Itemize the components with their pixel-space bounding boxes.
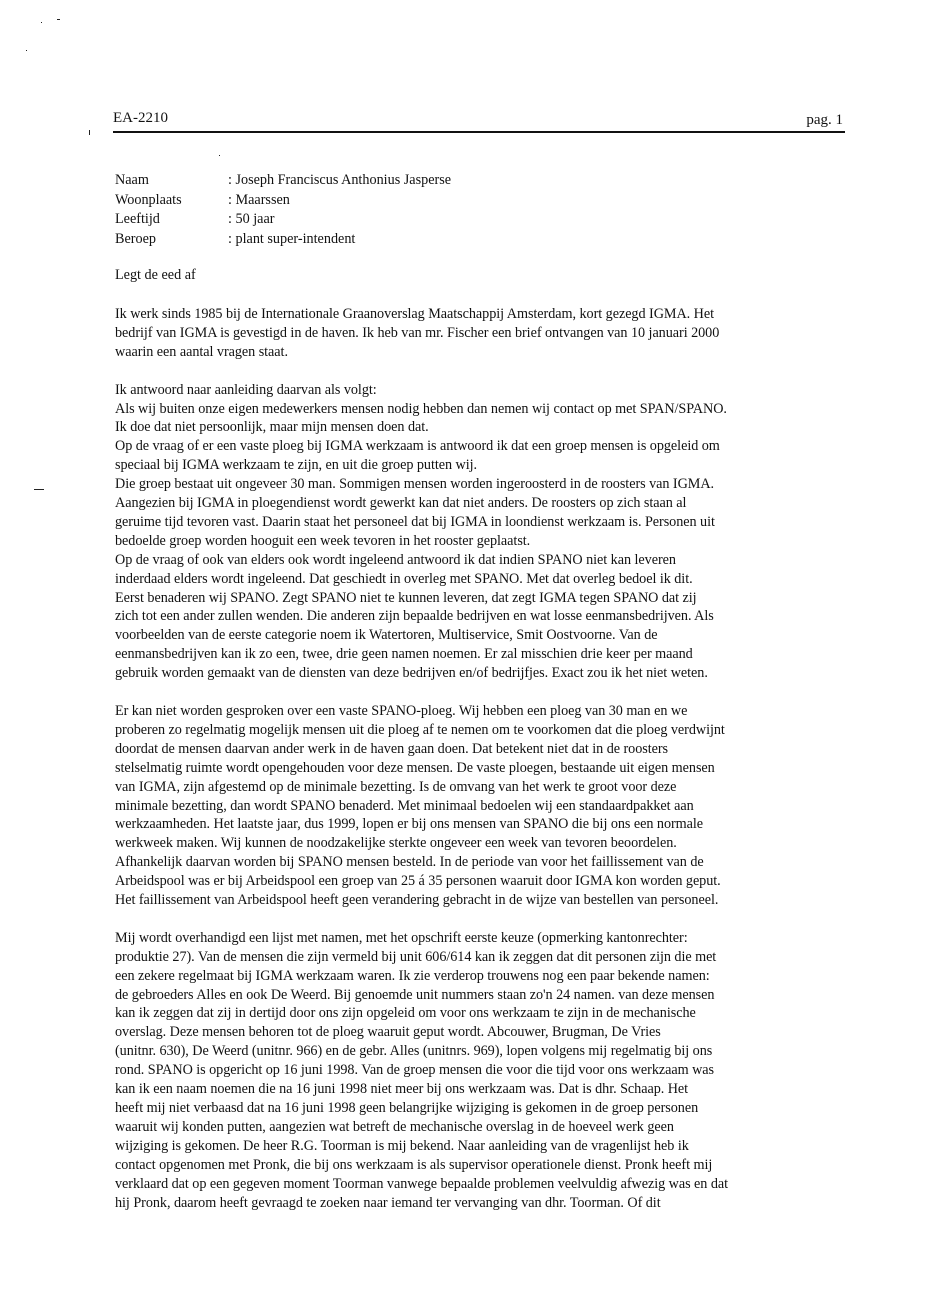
text-line: eenmansbedrijven kan ik zo een, twee, drie geen namen noemen. Er zal misschien drie keer per maand — [115, 646, 693, 663]
paragraph-gap — [115, 362, 855, 381]
text-line: gebruik worden gemaakt van de diensten van deze bedrijven en/of bedrijfjes. Exact zou ik het niet weten. — [115, 665, 708, 682]
text-line: contact opgenomen met Pronk, die bij ons werkzaam is als supervisor operationele dienst. Pronk heeft mij — [115, 1156, 713, 1173]
info-value: : plant super-intendent — [228, 230, 356, 247]
text-line: produktie 27). Van de mensen die zijn vermeld bij unit 606/614 kan ik zeggen dat dit personen zijn die met — [115, 948, 717, 965]
text-line: werkzaamheden. Het laatste jaar, dus 1999, lopen er bij ons mensen van SPANO die bij ons een normale — [115, 816, 704, 833]
text-line: geruime tijd tevoren vast. Daarin staat het personeel dat bij IGMA in loondienst werkzaam is. Personen uit — [115, 513, 715, 530]
text-line: bedrijf van IGMA is gevestigd in de haven. Ik heb van mr. Fischer een brief ontvangen van 10 januari 2000 — [115, 324, 720, 341]
text-line: Mij wordt overhandigd een lijst met namen, met het opschrift eerste keuze (opmerking kantonrechter: — [115, 929, 688, 946]
text-line: Het faillissement van Arbeidspool heeft geen verandering gebracht in de wijze van bestellen van personeel. — [115, 892, 719, 909]
text-line: Die groep bestaat uit ongeveer 30 man. Sommigen mensen worden ingeroosterd in de roosters van IGMA. — [115, 476, 715, 493]
text-line: stelselmatig ruimte wordt opengehouden voor deze mensen. De vaste ploegen, bestaande uit eigen mensen — [115, 759, 715, 776]
text-line: bedoelde groep worden hooguit een week tevoren in het rooster geplaatst. — [115, 532, 531, 549]
text-line: rond. SPANO is opgericht op 16 juni 1998. Van de groep mensen die voor die tijd voor ons werkzaam was — [115, 1062, 715, 1079]
text-line: zich tot een ander zullen wenden. Die anderen zijn bepaalde bedrijven en wat losse eenmansbedrijven. Als — [115, 608, 714, 625]
scan-speck — [219, 155, 220, 156]
text-line: Ik werk sinds 1985 bij de Internationale Graanoverslag Maatschappij Amsterdam, kort gezegd IGMA. Het — [115, 306, 714, 322]
text-line: overslag. Deze mensen behoren tot de ploeg waaruit geput wordt. Abcouwer, Brugman, De Vries — [115, 1024, 661, 1041]
text-line: Op de vraag of ook van elders ook wordt ingeleend antwoord ik dat indien SPANO niet kan leveren — [115, 551, 676, 568]
paragraph — [115, 305, 855, 362]
info-row-name — [115, 171, 451, 191]
scan-speck — [57, 19, 60, 20]
info-row-age — [115, 210, 451, 230]
scan-speck — [41, 22, 42, 23]
text-line: Afhankelijk daarvan worden bij SPANO mensen besteld. In de periode van voor het faillissement van de — [115, 854, 704, 871]
text-line: Er kan niet worden gesproken over een vaste SPANO-ploeg. Wij hebben een ploeg van 30 man en we — [115, 703, 688, 719]
text-line: kan ik een naam noemen die na 16 juni 1998 niet meer bij ons werkzaam was. Dat is dhr. Schaap. Het — [115, 1081, 689, 1098]
info-label: Leeftijd — [115, 211, 160, 227]
text-line: Op de vraag of er een vaste ploeg bij IGMA werkzaam is antwoord ik dat een groep mensen is opgeleid om — [115, 438, 720, 455]
page-number: pag. 1 — [806, 112, 843, 128]
paragraph — [115, 702, 855, 910]
text-line: doordat de mensen daarvan ander werk in de haven gaan doen. Dat betekent niet dat in de roosters — [115, 740, 669, 757]
paragraph-gap — [115, 683, 855, 702]
paragraph — [115, 381, 855, 684]
info-row-profession — [115, 230, 451, 250]
text-line: Arbeidspool was er bij Arbeidspool een groep van 25 á 35 personen waaruit door IGMA kon worden geput. — [115, 873, 721, 890]
text-line: kan ik zeggen dat zij in dertijd door ons zijn opgeleid om voor ons werkzaam te zijn in de mechanische — [115, 1005, 696, 1022]
margin-dash — [34, 489, 44, 490]
text-line: voorbeelden van de eerste categorie noem ik Watertoren, Multiservice, Smit Oostvoorne. Van de — [115, 627, 658, 644]
text-line: inderdaad elders wordt ingeleend. Dat geschiedt in overleg met SPANO. Met dat overleg bedoel ik dit. — [115, 570, 693, 587]
text-line: minimale bezetting, dan wordt SPANO benaderd. Met minimaal bedoelen wij een standaardpakket aan — [115, 797, 694, 814]
text-line: Ik doe dat niet persoonlijk, maar mijn mensen doen dat. — [115, 419, 429, 436]
text-line: wijziging is gekomen. De heer R.G. Toorman is mij bekend. Naar aanleiding van de vragenlijst heb ik — [115, 1137, 689, 1154]
page-header — [113, 110, 843, 132]
header-rule — [113, 131, 845, 133]
text-line: (unitnr. 630), De Weerd (unitnr. 966) en de gebr. Alles (unitnrs. 969), lopen volgens mij regelmatig bij ons — [115, 1043, 713, 1060]
text-line: heeft mij niet verbaasd dat na 16 juni 1998 geen belangrijke wijziging is gekomen in de groep personen — [115, 1100, 699, 1117]
paragraph — [115, 929, 855, 1213]
info-row-residence — [115, 191, 451, 211]
info-label: Woonplaats — [115, 191, 182, 208]
text-line: werkweek maken. Wij kunnen de noodzakelijke sterkte ongeveer een week van tevoren beoordelen. — [115, 835, 677, 852]
text-line: hij Pronk, daarom heeft gevraagd te zoeken naar iemand ter vervanging van dhr. Toorman. Of dit — [115, 1194, 661, 1211]
text-line: de gebroeders Alles en ook De Weerd. Bij genoemde unit nummers staan zo'n 24 namen. van deze mensen — [115, 986, 715, 1003]
text-line: een zekere regelmaat bij IGMA werkzaam waren. Ik zie verderop trouwens nog een paar bekende namen: — [115, 967, 710, 984]
paragraph-gap — [115, 910, 855, 929]
text-line: verklaard dat op een gegeven moment Toorman vanwege bepaalde problemen veelvuldig afwezig was en dat — [115, 1175, 729, 1192]
oath-statement: Legt de eed af — [115, 267, 196, 283]
text-line: Ik antwoord naar aanleiding daarvan als volgt: — [115, 381, 377, 398]
scan-speck — [26, 50, 27, 51]
document-id: EA-2210 — [113, 110, 168, 126]
info-value: : 50 jaar — [228, 211, 275, 227]
info-label: Naam — [115, 172, 149, 188]
text-line: van IGMA, zijn afgestemd op de minimale bezetting. Is de omvang van het werk te groot voor deze — [115, 778, 677, 795]
text-line: Als wij buiten onze eigen medewerkers mensen nodig hebben dan nemen wij contact op met SPAN/SPANO. — [115, 400, 727, 417]
info-value: : Maarssen — [228, 191, 290, 208]
text-line: proberen zo regelmatig mogelijk mensen uit die ploeg af te nemen om te voorkomen dat die ploeg verdwijnt — [115, 721, 725, 738]
info-label: Beroep — [115, 230, 156, 247]
text-line: waaruit wij konden putten, aangezien wat betreft de mechanische overslag in de hoeveel werk geen — [115, 1118, 674, 1135]
text-line: speciaal bij IGMA werkzaam te zijn, en uit die groep putten wij. — [115, 457, 478, 474]
text-line: Aangezien bij IGMA in ploegendienst wordt gewerkt kan dat niet anders. De roosters op zich staan al — [115, 495, 687, 512]
margin-tick — [89, 130, 90, 135]
info-value: : Joseph Franciscus Anthonius Jasperse — [228, 172, 452, 188]
personal-info-block — [115, 171, 451, 249]
testimony-body — [115, 305, 855, 1212]
text-line: waarin een aantal vragen staat. — [115, 343, 288, 360]
text-line: Eerst benaderen wij SPANO. Zegt SPANO niet te kunnen leveren, dat zegt IGMA tegen SPANO dat zij — [115, 589, 697, 606]
